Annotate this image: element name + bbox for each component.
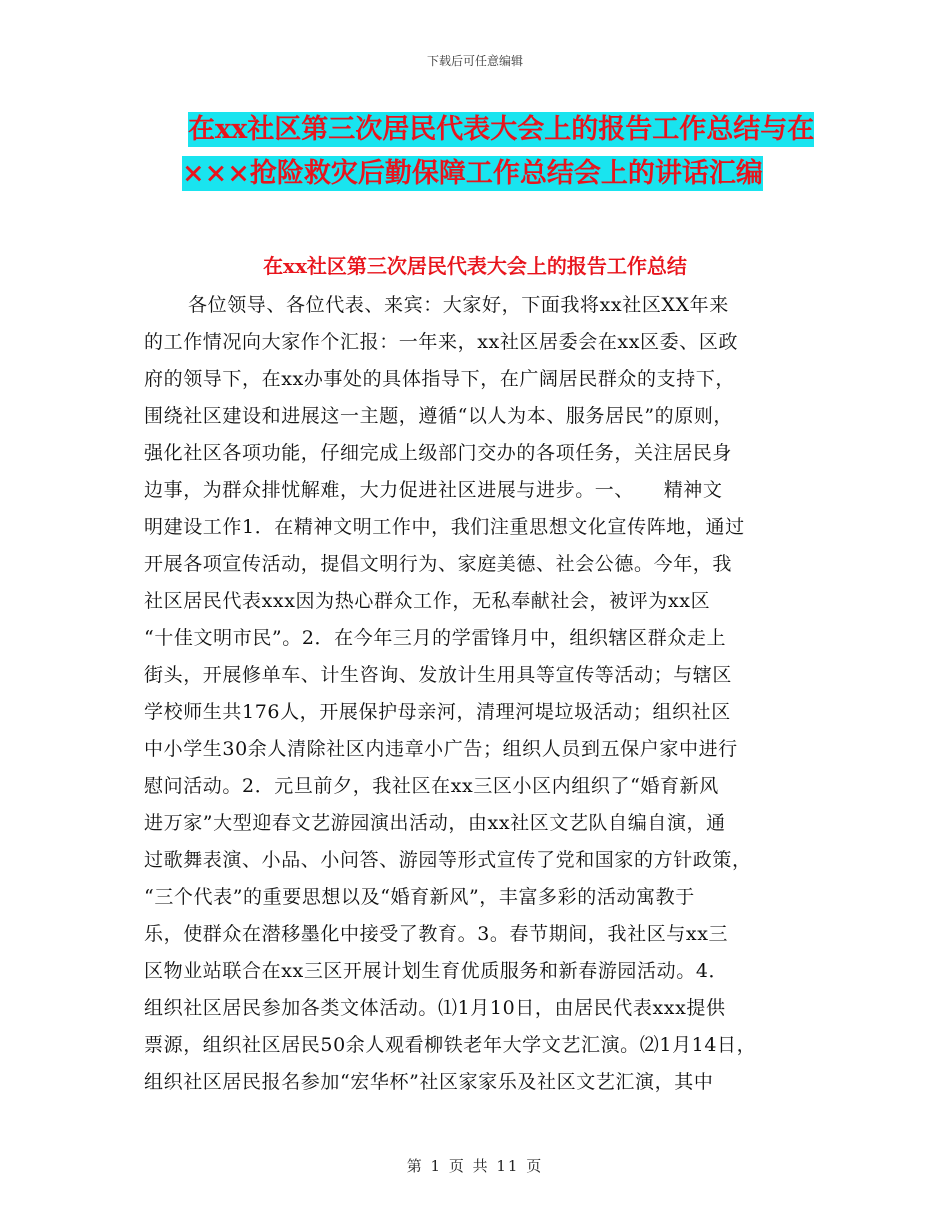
- body-line: 围绕社区建设和进展这一主题，遵循“以人为本、服务居民”的原则，: [144, 405, 734, 427]
- title-line-1: [188, 108, 830, 152]
- body-line: 票源，组织社区居民50余人观看柳铁老年大学文艺汇演。⑵1月14日，: [144, 1034, 757, 1056]
- section-title: 在xx社区第三次居民代表大会上的报告工作总结: [263, 254, 687, 278]
- body-text: [144, 287, 834, 1101]
- body-line: “三个代表”的重要思想以及“婚育新风”，丰富多彩的活动寓教于: [144, 886, 695, 908]
- body-line: 组织社区居民参加各类文体活动。⑴1月10日，由居民代表xxx提供: [144, 997, 726, 1019]
- body-line: 进万家”大型迎春文艺游园演出活动，由xx社区文艺队自编自演，通: [144, 812, 726, 834]
- document-title: [150, 108, 830, 196]
- title-line-2: [182, 152, 830, 196]
- title-line-1-text: 在xx社区第三次居民代表大会上的报告工作总结与在: [188, 114, 815, 145]
- body-line: 乐，使群众在潜移墨化中接受了教育。3。春节期间，我社区与xx三: [144, 923, 729, 945]
- header-note: 下载后可任意编辑: [426, 54, 523, 68]
- body-line: 学校师生共176人，开展保护母亲河，清理河堤垃圾活动；组织社区: [144, 701, 731, 723]
- title-line-2-text: ×××抢险救灾后勤保障工作总结会上的讲话汇编: [182, 158, 763, 189]
- body-line: 强化社区各项功能，仔细完成上级部门交办的各项任务，关注居民身: [144, 442, 733, 464]
- body-line: 区物业站联合在xx三区开展计划生育优质服务和新春游园活动。4．: [144, 960, 729, 982]
- body-line: 中小学生30余人清除社区内违章小广告；组织人员到五保户家中进行: [144, 738, 738, 760]
- body-line: 边事，为群众排忧解难，大力促进社区进展与进步。一、 精神文: [144, 479, 723, 501]
- body-line: 组织社区居民报名参加“宏华杯”社区家家乐及社区文艺汇演，其中: [144, 1071, 714, 1093]
- body-line: 各位领导、各位代表、来宾：大家好，下面我将xx社区XX年来: [188, 294, 729, 316]
- page-footer: 第 1 页 共 11 页: [406, 1157, 544, 1175]
- body-line: 慰问活动。2．元旦前夕，我社区在xx三区小区内组织了“婚育新风: [144, 775, 719, 797]
- body-line: 府的领导下，在xx办事处的具体指导下，在广阔居民群众的支持下，: [144, 368, 736, 390]
- body-line: 过歌舞表演、小品、小问答、游园等形式宣传了党和国家的方针政策，: [144, 849, 752, 871]
- body-line: 社区居民代表xxx因为热心群众工作，无私奉献社会，被评为xx区: [144, 590, 711, 612]
- body-line: 开展各项宣传活动，提倡文明行为、家庭美德、社会公德。今年，我: [144, 553, 733, 575]
- body-line: 的工作情况向大家作个汇报：一年来，xx社区居委会在xx区委、区政: [144, 331, 739, 353]
- body-line: 街头，开展修单车、计生咨询、发放计生用具等宣传等活动；与辖区: [144, 664, 733, 686]
- body-line: 明建设工作1．在精神文明工作中，我们注重思想文化宣传阵地，通过: [144, 516, 745, 538]
- body-line: “十佳文明市民”。2．在今年三月的学雷锋月中，组织辖区群众走上: [144, 627, 727, 649]
